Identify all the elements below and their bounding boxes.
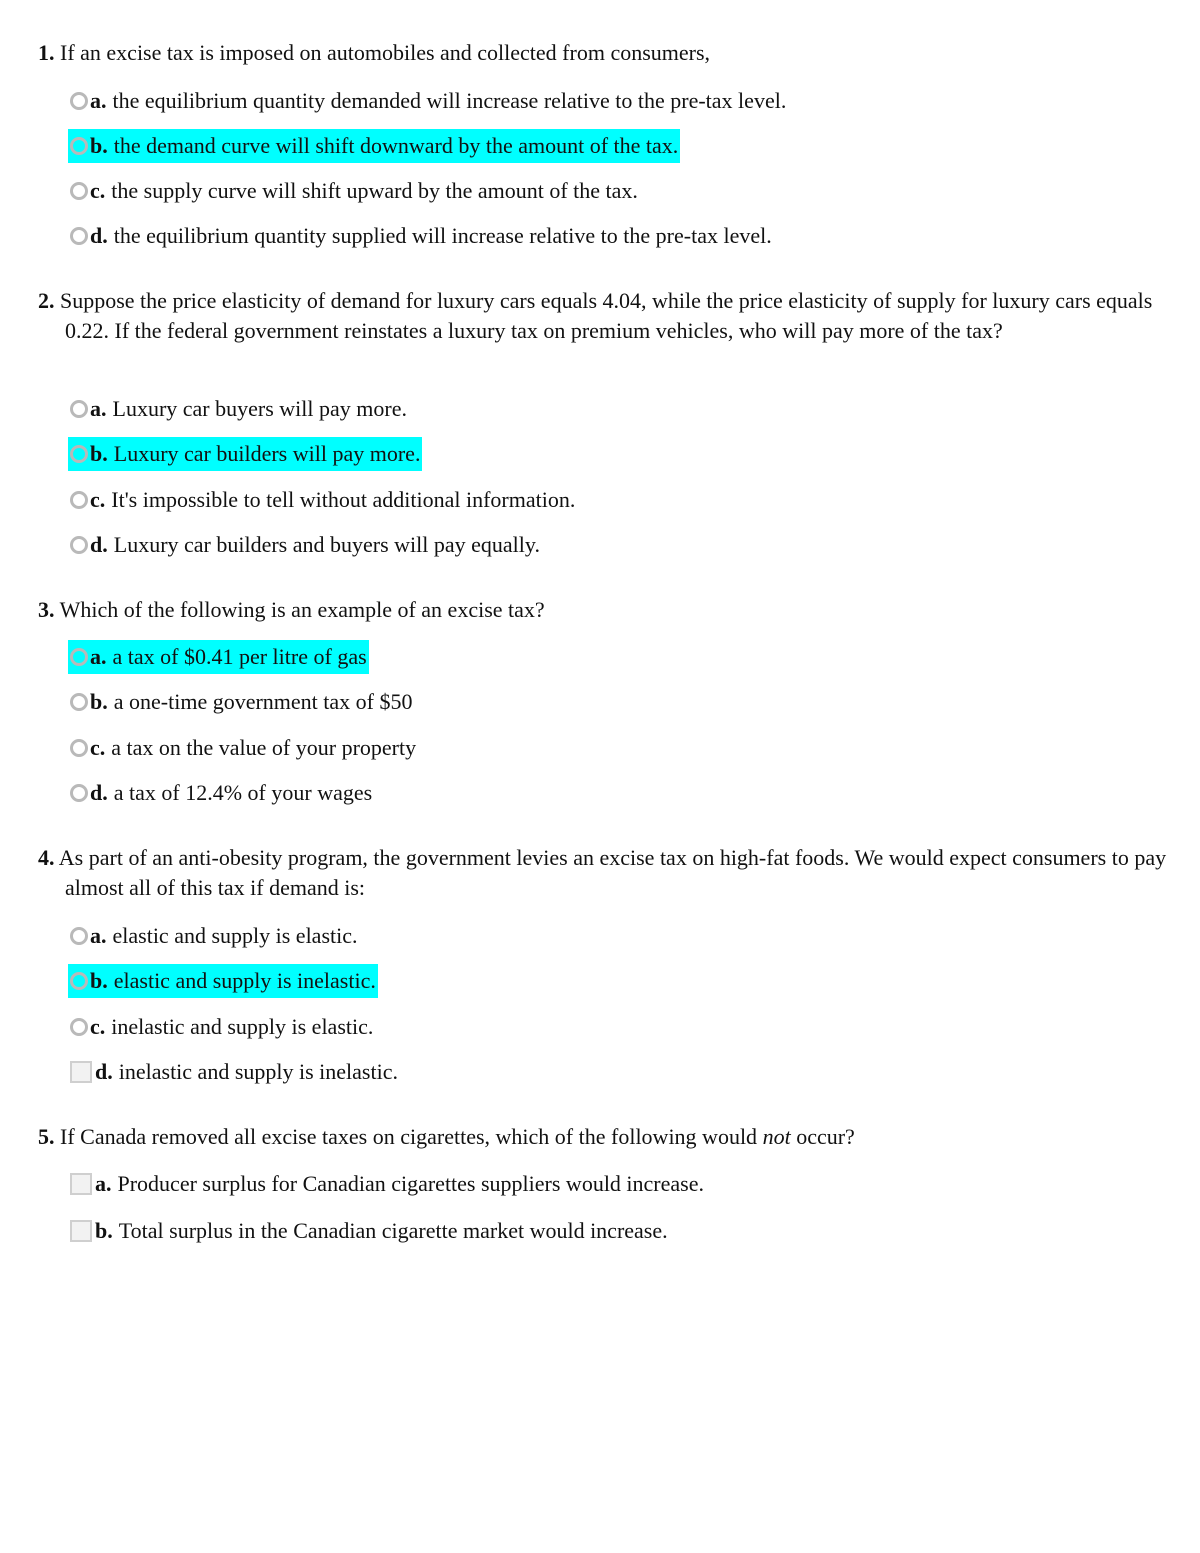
option-text: elastic and supply is inelastic.: [113, 968, 376, 993]
option-text: the supply curve will shift upward by the amount of the tax.: [111, 178, 638, 203]
radio-button-icon[interactable]: [70, 784, 88, 802]
option-5a[interactable]: [68, 1167, 706, 1201]
option-3b[interactable]: [68, 685, 415, 719]
question-stem: As part of an anti-obesity program, the government levies an excise tax on high-fat foods. We would expect consumers to pay almost all of this tax if demand is:: [58, 845, 1167, 900]
option-3c[interactable]: [68, 731, 418, 765]
option-text: the equilibrium quantity supplied will increase relative to the pre-tax level.: [113, 223, 772, 248]
checkbox-icon[interactable]: [70, 1220, 92, 1242]
option-letter: c.: [90, 1014, 106, 1039]
option-4c[interactable]: [68, 1010, 375, 1044]
option-text: Luxury car builders and buyers will pay equally.: [113, 532, 540, 557]
option-4b[interactable]: [68, 964, 378, 998]
radio-button-icon[interactable]: [70, 739, 88, 757]
option-2a[interactable]: [68, 392, 409, 426]
radio-button-icon[interactable]: [70, 137, 88, 155]
question-stem-after: occur?: [790, 1124, 855, 1149]
option-text: inelastic and supply is inelastic.: [118, 1059, 398, 1084]
option-letter: c.: [90, 178, 106, 203]
option-3a[interactable]: [68, 640, 369, 674]
question-stem-before: If Canada removed all excise taxes on cigarettes, which of the following would: [60, 1124, 763, 1149]
option-text: a tax of 12.4% of your wages: [113, 780, 373, 805]
question-2-prompt: [38, 286, 1168, 346]
option-1b[interactable]: [68, 129, 680, 163]
option-letter: d.: [90, 532, 108, 557]
option-4d[interactable]: [68, 1055, 400, 1089]
radio-button-icon[interactable]: [70, 536, 88, 554]
option-3d[interactable]: [68, 776, 374, 810]
option-letter: c.: [90, 735, 106, 760]
radio-button-icon[interactable]: [70, 92, 88, 110]
radio-button-icon[interactable]: [70, 648, 88, 666]
option-letter: b.: [90, 689, 108, 714]
option-1c[interactable]: [68, 174, 640, 208]
option-text: Luxury car buyers will pay more.: [112, 396, 407, 421]
question-number: 2.: [38, 288, 55, 313]
question-5: [38, 1122, 1168, 1152]
question-number: 3.: [38, 597, 55, 622]
question-1: [38, 38, 1168, 68]
question-3: [38, 595, 1168, 625]
option-text: Producer surplus for Canadian cigarettes suppliers would increase.: [117, 1171, 704, 1196]
option-text: elastic and supply is elastic.: [112, 923, 358, 948]
option-5b[interactable]: [68, 1214, 670, 1248]
radio-button-icon[interactable]: [70, 927, 88, 945]
checkbox-icon[interactable]: [70, 1061, 92, 1083]
option-text: a one-time government tax of $50: [113, 689, 413, 714]
question-1-prompt: [38, 38, 1168, 68]
option-letter: b.: [90, 441, 108, 466]
option-2b[interactable]: [68, 437, 422, 471]
question-5-prompt: [38, 1122, 1168, 1152]
option-2c[interactable]: [68, 483, 577, 517]
option-letter: b.: [90, 968, 108, 993]
question-number: 4.: [38, 845, 55, 870]
question-4-prompt: [38, 843, 1168, 903]
option-letter: a.: [90, 88, 107, 113]
question-stem: Which of the following is an example of an excise tax?: [59, 597, 545, 622]
radio-button-icon[interactable]: [70, 693, 88, 711]
option-text: the demand curve will shift downward by the amount of the tax.: [113, 133, 679, 158]
question-stem: Suppose the price elasticity of demand for luxury cars equals 4.04, while the price elasticity of supply for luxury cars equals 0.22. If the federal government reinstates a luxury tax on premium vehicles, who will pay more of the tax?: [60, 288, 1153, 343]
question-stem: If an excise tax is imposed on automobiles and collected from consumers,: [60, 40, 711, 65]
option-text: a tax of $0.41 per litre of gas: [112, 644, 367, 669]
option-2d[interactable]: [68, 528, 542, 562]
radio-button-icon[interactable]: [70, 491, 88, 509]
option-letter: a.: [95, 1171, 112, 1196]
option-letter: a.: [90, 396, 107, 421]
option-text: Total surplus in the Canadian cigarette market would increase.: [118, 1218, 668, 1243]
option-letter: c.: [90, 487, 106, 512]
radio-button-icon[interactable]: [70, 400, 88, 418]
radio-button-icon[interactable]: [70, 445, 88, 463]
question-number: 1.: [38, 40, 55, 65]
option-text: a tax on the value of your property: [111, 735, 417, 760]
question-3-prompt: [38, 595, 1168, 625]
radio-button-icon[interactable]: [70, 972, 88, 990]
radio-button-icon[interactable]: [70, 182, 88, 200]
radio-button-icon[interactable]: [70, 1018, 88, 1036]
option-1a[interactable]: [68, 84, 788, 118]
option-letter: d.: [90, 223, 108, 248]
option-letter: b.: [90, 133, 108, 158]
question-stem-emphasis: not: [762, 1124, 791, 1149]
question-2: [38, 286, 1168, 346]
checkbox-icon[interactable]: [70, 1173, 92, 1195]
option-letter: a.: [90, 923, 107, 948]
question-number: 5.: [38, 1124, 55, 1149]
option-letter: d.: [95, 1059, 113, 1084]
option-1d[interactable]: [68, 219, 774, 253]
option-text: inelastic and supply is elastic.: [111, 1014, 374, 1039]
option-text: the equilibrium quantity demanded will increase relative to the pre-tax level.: [112, 88, 787, 113]
option-letter: a.: [90, 644, 107, 669]
option-text: Luxury car builders will pay more.: [113, 441, 421, 466]
option-letter: b.: [95, 1218, 113, 1243]
radio-button-icon[interactable]: [70, 227, 88, 245]
question-4: [38, 843, 1168, 903]
question-stem: [60, 1124, 855, 1149]
option-4a[interactable]: [68, 919, 360, 953]
option-text: It's impossible to tell without additional information.: [111, 487, 576, 512]
option-letter: d.: [90, 780, 108, 805]
